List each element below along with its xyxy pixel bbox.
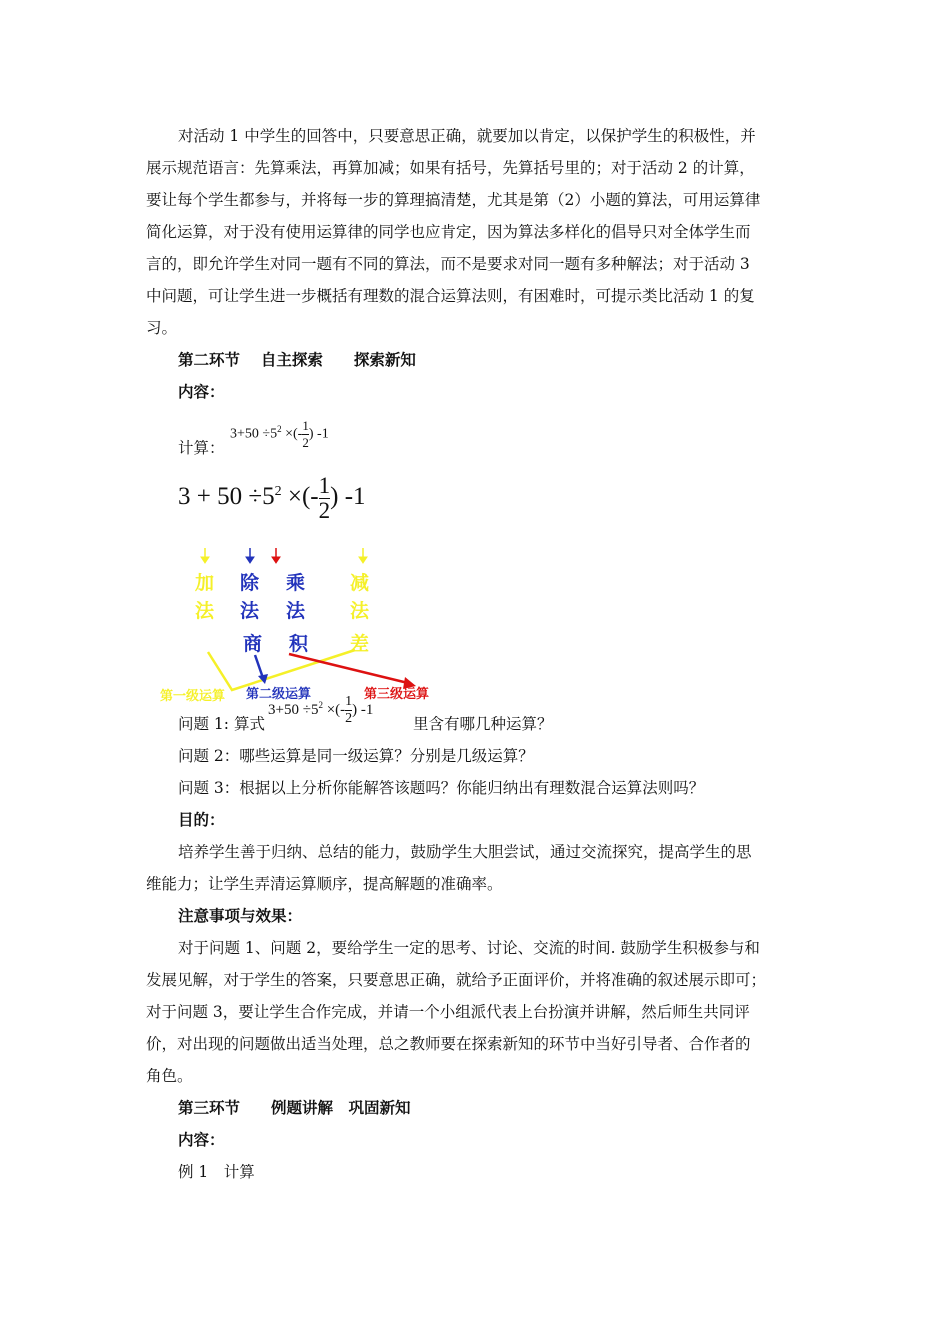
content-label: 内容： xyxy=(178,1131,225,1149)
formula-large: $3 + 50 \div 5^2$ ×(- $\frac{1}{2}$ ) -1 xyxy=(178,473,366,523)
paragraph-line: 发展见解，对于学生的答案，只要意思正确，就给予正面评价，并将准确的叙述展示即可； xyxy=(146,971,767,989)
paragraph-line: 习。 xyxy=(146,319,178,337)
paragraph-line: 展示规范语言：先算乘法，再算加减；如果有括号，先算括号里的；对于活动 2 的计算， xyxy=(146,159,755,177)
op-add-top: 加 xyxy=(195,572,215,594)
op-subtract-top: 减 xyxy=(350,572,370,594)
formula-inline: $3+50 \div 5^2$ ×(- $\frac{1}{2}$ ) -1 xyxy=(268,694,374,726)
paragraph-line: 简化运算，对于没有使用运算律的同学也应肯定，因为算法多样化的倡导只对全体学生而 xyxy=(146,223,751,241)
result-product: 积 xyxy=(289,633,309,655)
quotient-arrow-line xyxy=(255,655,263,678)
op-subtract-bottom: 法 xyxy=(350,600,370,622)
paragraph-line: 维能力；让学生弄清运算顺序，提高解题的准确率。 xyxy=(146,875,503,893)
question-1-suffix: 里含有哪几种运算？ xyxy=(413,715,553,733)
paragraph-line: 对活动 1 中学生的回答中，只要意思正确，就要加以肯定，以保护学生的积极性，并 xyxy=(178,127,756,145)
arrow-add xyxy=(201,548,209,563)
arrow-multiply xyxy=(272,548,280,563)
paragraph-line: 价，对出现的问题做出适当处理，总之教师要在探索新知的环节中当好引导者、合作者的 xyxy=(146,1035,751,1053)
result-quotient: 商 xyxy=(243,633,263,655)
calc-label: 计算： xyxy=(178,439,225,457)
question-2: 问题 2：哪些运算是同一级运算？分别是几级运算？ xyxy=(178,747,534,765)
op-multiply-top: 乘 xyxy=(286,572,306,594)
example-label: 例 1 计算 xyxy=(178,1163,255,1181)
paragraph-line: 中问题，可让学生进一步概括有理数的混合运算法则，有困难时，可提示类比活动 1 的复 xyxy=(146,287,755,305)
op-add-bottom: 法 xyxy=(195,600,215,622)
product-arrow-line xyxy=(289,654,408,683)
paragraph-line: 要让每个学生都参与，并将每一步的算理搞清楚，尤其是第（2）小题的算法，可用运算律 xyxy=(146,191,761,209)
content-label: 内容： xyxy=(178,383,225,401)
paragraph-line: 对于问题 1、问题 2，要给学生一定的思考、讨论、交流的时间. 鼓励学生积极参与和 xyxy=(178,939,760,957)
arrow-subtract xyxy=(359,548,367,563)
result-difference: 差 xyxy=(350,633,370,655)
section-title: 第三环节 例题讲解 巩固新知 xyxy=(178,1099,411,1117)
op-multiply-bottom: 法 xyxy=(286,600,306,622)
paragraph-line: 角色。 xyxy=(146,1067,193,1085)
notes-label: 注意事项与效果： xyxy=(178,907,303,925)
level-third: 第三级运算 xyxy=(364,687,430,702)
op-divide-top: 除 xyxy=(240,572,260,594)
question-1-prefix: 问题 1: 算式 xyxy=(178,715,265,733)
question-3: 问题 3：根据以上分析你能解答该题吗？你能归纳出有理数混合运算法则吗？ xyxy=(178,779,705,797)
level-first: 第一级运算 xyxy=(160,689,226,704)
section-title: 第二环节 自主探索 探索新知 xyxy=(178,351,416,369)
paragraph-line: 言的，即允许学生对同一题有不同的算法，而不是要求对同一题有多种解法；对于活动 3 xyxy=(146,255,750,273)
paragraph-line: 培养学生善于归纳、总结的能力，鼓励学生大胆尝试，通过交流探究，提高学生的思 xyxy=(178,843,752,861)
arrow-divide xyxy=(246,548,254,563)
formula-small: $3+50 \div 5^2$ ×(- $\frac{1}{2}$ ) -1 xyxy=(230,418,329,450)
op-divide-bottom: 法 xyxy=(240,600,260,622)
level-second: 第二级运算 xyxy=(246,687,312,702)
paragraph-line: 对于问题 3，要让学生合作完成，并请一个小组派代表上台扮演并讲解，然后师生共同评 xyxy=(146,1003,750,1021)
goal-label: 目的： xyxy=(178,811,225,829)
